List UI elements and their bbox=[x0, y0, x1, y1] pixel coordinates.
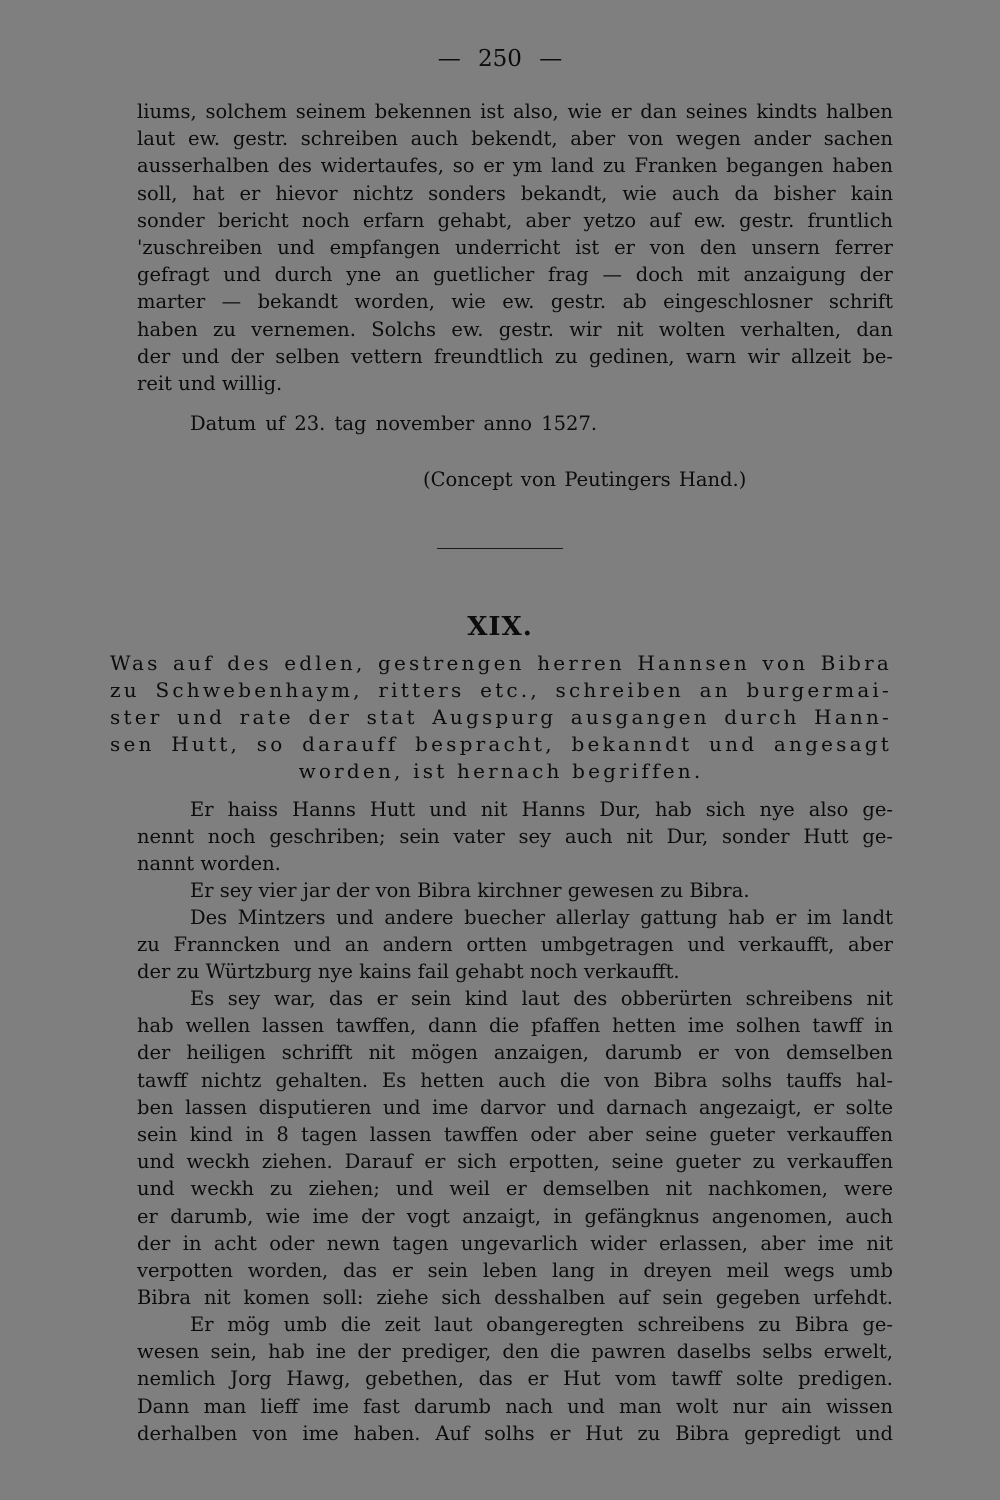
paragraph-5 bbox=[137, 985, 893, 1311]
heading-line: worden, ist hernach begriffen. bbox=[298, 759, 704, 783]
text-line: der heiligen schrifft nit mögen anzaigen, darumb er von demselben bbox=[137, 1041, 893, 1065]
text-line: laut ew. gestr. schreiben auch bekendt, aber von wegen ander sachen bbox=[137, 127, 893, 151]
section-heading bbox=[110, 650, 892, 785]
section-divider bbox=[437, 548, 563, 549]
text-line: wesen sein, hab ine der prediger, den die pawren daselbs selbs erwelt, bbox=[137, 1340, 893, 1364]
paragraph-1 bbox=[137, 98, 893, 397]
paragraph-4 bbox=[137, 904, 893, 986]
text-line: ausserhalben des widertaufes, so er ym land zu Franken begangen haben bbox=[137, 154, 893, 178]
page-number: — 250 — bbox=[437, 46, 563, 72]
text-line: derhalben von ime haben. Auf solhs er Hut zu Bibra gepredigt und bbox=[137, 1421, 893, 1445]
text-line: sein kind in 8 tagen lassen tawffen oder aber seine gueter verkauffen bbox=[137, 1123, 893, 1147]
text-line: haben zu vernemen. Solchs ew. gestr. wir nit wolten verhalten, dan bbox=[137, 317, 893, 341]
paragraph-2 bbox=[137, 796, 893, 878]
text-line: zu Franncken und an andern ortten umbgetragen und verkaufft, aber bbox=[137, 933, 893, 957]
text-line: gefragt und durch yne an guetlicher frag — doch mit anzaigung der bbox=[137, 263, 893, 287]
text-line: Er haiss Hanns Hutt und nit Hanns Dur, hab sich nye also ge- bbox=[190, 798, 893, 821]
section-numeral: XIX. bbox=[467, 612, 533, 642]
text-line: Des Mintzers und andere buecher allerlay gattung hab er im landt bbox=[190, 906, 893, 929]
paragraph-3 bbox=[137, 877, 893, 904]
text-line: soll, hat er hievor nichtz sonders bekandt, wie auch da bisher kain bbox=[137, 181, 893, 205]
text-line: der in acht oder newn tagen ungevarlich wider erlassen, aber ime nit bbox=[137, 1231, 893, 1255]
text-line: reit und willig. bbox=[137, 372, 283, 396]
text-line: der und der selben vettern freundtlich zu gedinen, warn wir allzeit be- bbox=[137, 344, 893, 368]
text-line: 'zuschreiben und empfangen underricht ist er von den unsern ferrer bbox=[137, 236, 893, 260]
text-line: nennt noch geschriben; sein vater sey auch nit Dur, sonder Hutt ge- bbox=[137, 825, 893, 849]
text-line: ben lassen disputieren und ime darvor und darnach angezaigt, er solte bbox=[137, 1095, 893, 1119]
text-line: hab wellen lassen tawffen, dann die pfaffen hetten ime solhen tawff in bbox=[137, 1014, 893, 1038]
source-note: (Concept von Peutingers Hand.) bbox=[423, 468, 747, 491]
heading-line: Was auf des edlen, gestrengen herren Hannsen von Bibra bbox=[110, 651, 892, 675]
text-line: tawff nichtz gehalten. Es hetten auch die von Bibra solhs tauffs hal- bbox=[137, 1068, 893, 1092]
text-line: er darumb, wie ime der vogt anzaigt, in gefängknus angenomen, auch bbox=[137, 1204, 893, 1228]
text-line: Er mög umb die zeit laut obangeregten schreibens zu Bibra ge- bbox=[190, 1313, 893, 1336]
heading-line: zu Schwebenhaym, ritters etc., schreiben an burgermai- bbox=[110, 678, 892, 702]
heading-line: ster und rate der stat Augspurg ausgangen durch Hann- bbox=[110, 705, 892, 729]
text-line: und weckh zu ziehen; und weil er demselben nit nachkomen, were bbox=[137, 1177, 893, 1201]
text-line: Es sey war, das er sein kind laut des obberürten schreibens nit bbox=[190, 987, 893, 1010]
text-line: nannt worden. bbox=[137, 852, 281, 876]
text-line: marter — bekandt worden, wie ew. gestr. ab eingeschlosner schrift bbox=[137, 290, 893, 314]
text-line: liums, solchem seinem bekennen ist also, wie er dan seines kindts halben bbox=[137, 100, 893, 123]
paragraph-6 bbox=[137, 1311, 893, 1447]
dateline: Datum uf 23. tag november anno 1527. bbox=[190, 412, 598, 435]
text-line: nemlich Jorg Hawg, gebethen, das er Hut vom tawff solte predigen. bbox=[137, 1367, 893, 1391]
text-line: verpotten worden, das er sein leben lang in dreyen meil wegs umb bbox=[137, 1259, 893, 1283]
text-line: der zu Würtzburg nye kains fail gehabt noch verkaufft. bbox=[137, 960, 680, 984]
text-line: und weckh ziehen. Darauf er sich erpotten, seine gueter zu verkauffen bbox=[137, 1150, 893, 1174]
heading-line: sen Hutt, so darauff bespracht, bekanndt und angesagt bbox=[110, 732, 892, 756]
text-line: Bibra nit komen soll: ziehe sich desshalben auf sein gegeben urfehdt. bbox=[137, 1286, 893, 1310]
text-line: Er sey vier jar der von Bibra kirchner gewesen zu Bibra. bbox=[190, 879, 750, 902]
text-line: sonder bericht noch erfarn gehabt, aber yetzo auf ew. gestr. fruntlich bbox=[137, 208, 893, 232]
text-line: Dann man lieff ime fast darumb nach und man wolt nur ain wissen bbox=[137, 1394, 893, 1418]
